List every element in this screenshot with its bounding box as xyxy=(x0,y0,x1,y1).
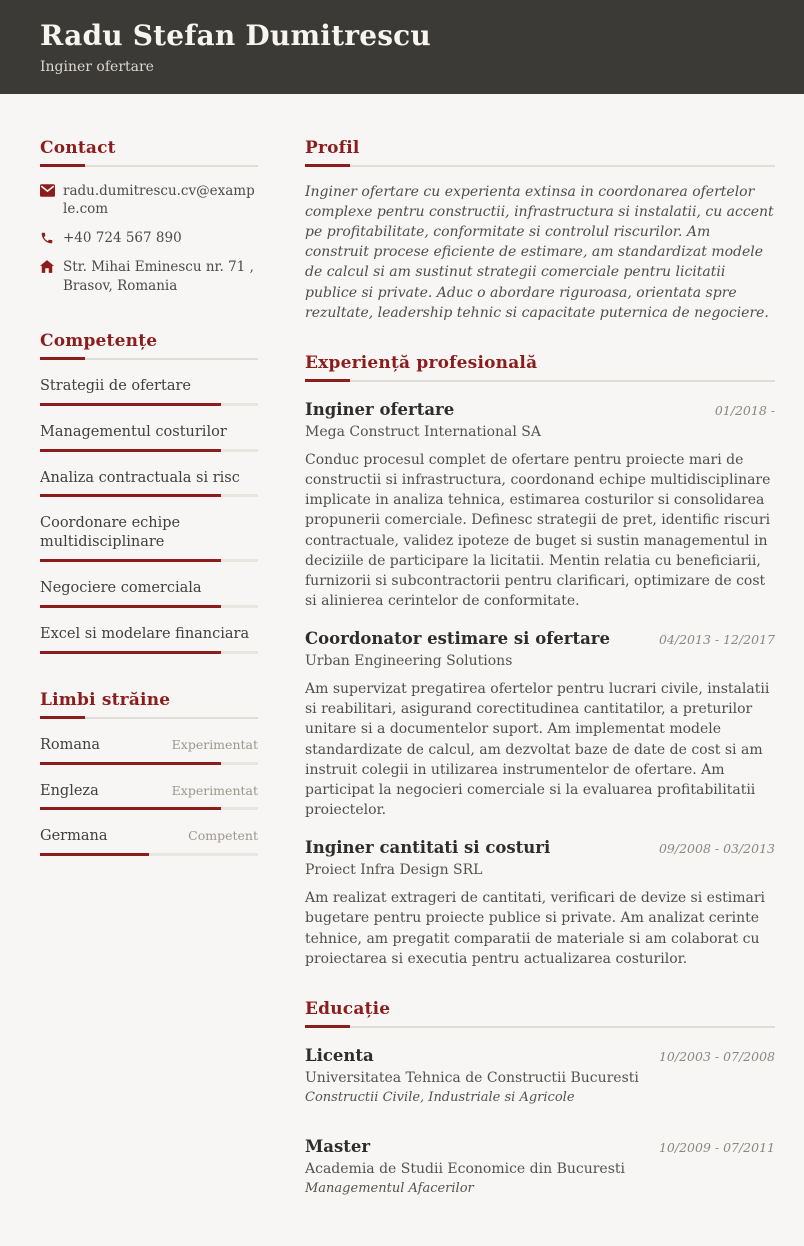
education-degree: Master xyxy=(305,1136,371,1156)
phone-icon xyxy=(40,229,56,245)
sidebar xyxy=(40,138,258,1196)
skill-bar-fill xyxy=(40,449,221,452)
person-name: Radu Stefan Dumitrescu xyxy=(40,19,431,52)
skill-item xyxy=(40,579,258,608)
contact-phone-row xyxy=(40,229,258,247)
education-section xyxy=(305,999,775,1196)
job-dates: 04/2013 - 12/2017 xyxy=(658,632,775,648)
skill-item xyxy=(40,377,258,406)
skill-bar xyxy=(40,605,258,608)
language-level: Competent xyxy=(188,828,258,844)
skill-label: Analiza contractuala si risc xyxy=(40,469,240,486)
language-bar-fill xyxy=(40,807,221,810)
job-title: Inginer ofertare xyxy=(305,399,455,419)
skills-heading: Competențe xyxy=(40,330,158,351)
contact-email-value: radu.dumitrescu.cv@example.com xyxy=(63,182,255,218)
skill-bar xyxy=(40,559,258,562)
skill-bar-fill xyxy=(40,605,221,608)
job-company: Mega Construct International SA xyxy=(305,423,542,440)
language-bar-fill xyxy=(40,853,149,856)
section-divider xyxy=(305,1026,775,1028)
skill-label: Negociere comerciala xyxy=(40,580,202,597)
language-item xyxy=(40,736,258,765)
section-divider xyxy=(40,165,258,167)
contact-heading: Contact xyxy=(40,137,116,158)
home-icon xyxy=(40,258,56,273)
experience-heading: Experiență profesională xyxy=(305,352,538,373)
languages-heading: Limbi străine xyxy=(40,689,171,710)
contact-address-value: Str. Mihai Eminescu nr. 71 , Brasov, Romania xyxy=(63,259,254,294)
profile-section xyxy=(305,138,775,323)
skill-bar-fill xyxy=(40,559,221,562)
skill-bar xyxy=(40,651,258,654)
job-entry xyxy=(305,629,775,820)
job-dates: 01/2018 - xyxy=(714,402,775,418)
education-dates: 10/2009 - 07/2011 xyxy=(658,1139,775,1155)
skill-label: Strategii de ofertare xyxy=(40,377,191,394)
skill-bar xyxy=(40,449,258,452)
skill-bar xyxy=(40,494,258,497)
section-divider xyxy=(40,717,258,719)
job-entry xyxy=(305,400,775,611)
email-icon xyxy=(40,182,56,197)
contact-list xyxy=(40,182,258,295)
language-bar xyxy=(40,762,258,765)
contact-address-row xyxy=(40,258,258,294)
main-column xyxy=(305,138,775,1196)
job-title: Coordonator estimare si ofertare xyxy=(305,629,610,649)
language-bar-fill xyxy=(40,762,221,765)
skill-bar-fill xyxy=(40,494,221,497)
section-divider xyxy=(305,380,775,382)
education-dates: 10/2003 - 07/2008 xyxy=(658,1048,775,1064)
education-school: Universitatea Tehnica de Constructii Bucuresti xyxy=(305,1069,639,1086)
skills-section xyxy=(40,331,258,654)
section-divider xyxy=(305,165,775,167)
profile-heading: Profil xyxy=(305,137,360,158)
skill-label: Coordonare echipe multidisciplinare xyxy=(40,515,181,551)
job-description: Conduc procesul complet de ofertare pentru proiecte mari de constructii si infrastructura, coordonand echipe multidisciplinare implicate in analiza tehnica, estimarea costurilor si consolidarea propunerii comerciale. Definesc strategii de pret, identific riscuri contractuale, validez ipoteze de buget si sustin managementul in deciziile de participare la licitatii. Mentin relatia cu beneficiarii, furnizorii si subcontractorii pentru clarificari, optimizare de cost si alinierea cerintelor de conformitate. xyxy=(305,451,771,609)
job-entry xyxy=(305,838,775,969)
skill-item xyxy=(40,469,258,498)
section-divider xyxy=(40,358,258,360)
contact-email-row xyxy=(40,182,258,218)
skill-bar xyxy=(40,403,258,406)
skill-item xyxy=(40,625,258,654)
job-description: Am realizat extrageri de cantitati, verificari de devize si estimari bugetare pentru proiecte publice si private. Am analizat cerinte tehnice, am pregatit comparatii de materiale si am colaborat cu proiectarea si executia pentru actualizarea costurilor. xyxy=(305,890,766,967)
contact-phone-value: +40 724 567 890 xyxy=(63,230,182,247)
language-level: Experimentat xyxy=(171,782,258,798)
education-heading: Educație xyxy=(305,998,391,1019)
skill-item xyxy=(40,514,258,562)
language-label: Germana xyxy=(40,828,108,845)
language-level: Experimentat xyxy=(171,736,258,752)
skill-bar-fill xyxy=(40,403,221,406)
job-company: Proiect Infra Design SRL xyxy=(305,862,483,879)
education-entry xyxy=(305,1046,775,1105)
person-job-title: Inginer ofertare xyxy=(40,58,154,75)
skill-label: Excel si modelare financiara xyxy=(40,625,250,642)
header xyxy=(0,0,804,94)
job-company: Urban Engineering Solutions xyxy=(305,653,513,670)
language-item xyxy=(40,827,258,856)
languages-section xyxy=(40,690,258,857)
language-label: Romana xyxy=(40,736,101,753)
language-label: Engleza xyxy=(40,782,99,799)
education-school: Academia de Studii Economice din Bucuresti xyxy=(305,1160,625,1177)
education-entry xyxy=(305,1137,775,1196)
education-field: Managementul Afacerilor xyxy=(305,1180,474,1196)
skill-bar-fill xyxy=(40,651,221,654)
job-dates: 09/2008 - 03/2013 xyxy=(658,841,775,857)
education-degree: Licenta xyxy=(305,1045,374,1065)
experience-section xyxy=(305,353,775,969)
skill-item xyxy=(40,423,258,452)
job-description: Am supervizat pregatirea ofertelor pentru lucrari civile, instalatii si reabilitari, asigurand corectitudinea cantitatilor, a preturilor unitare si a documentelor suport. Am implementat modele standardizate de calcul, am dezvoltat baze de date de cost si am instruit colegii in utilizarea instrumentelor de ofertare. Am participat la negocieri comerciale si la evaluarea profitabilitatii proiectelor. xyxy=(305,681,770,819)
content xyxy=(0,94,804,1246)
skill-label: Managementul costurilor xyxy=(40,423,227,440)
language-item xyxy=(40,782,258,811)
education-field: Constructii Civile, Industriale si Agricole xyxy=(305,1089,575,1105)
job-title: Inginer cantitati si costuri xyxy=(305,838,551,858)
language-bar xyxy=(40,853,258,856)
contact-section xyxy=(40,138,258,295)
language-bar xyxy=(40,807,258,810)
profile-text: Inginer ofertare cu experienta extinsa in coordonarea ofertelor complexe pentru constructii, infrastructura si instalatii, cu accent pe profitabilitate, conformitate si controlul riscurilor. Am construit procese eficiente de estimare, am standardizat modele de calcul si am sustinut strategii comerciale pentru licitatii publice si private. Aduc o abordare riguroasa, orientata spre rezultate, leadership tehnic si capacitate puternica de negociere. xyxy=(305,183,774,321)
